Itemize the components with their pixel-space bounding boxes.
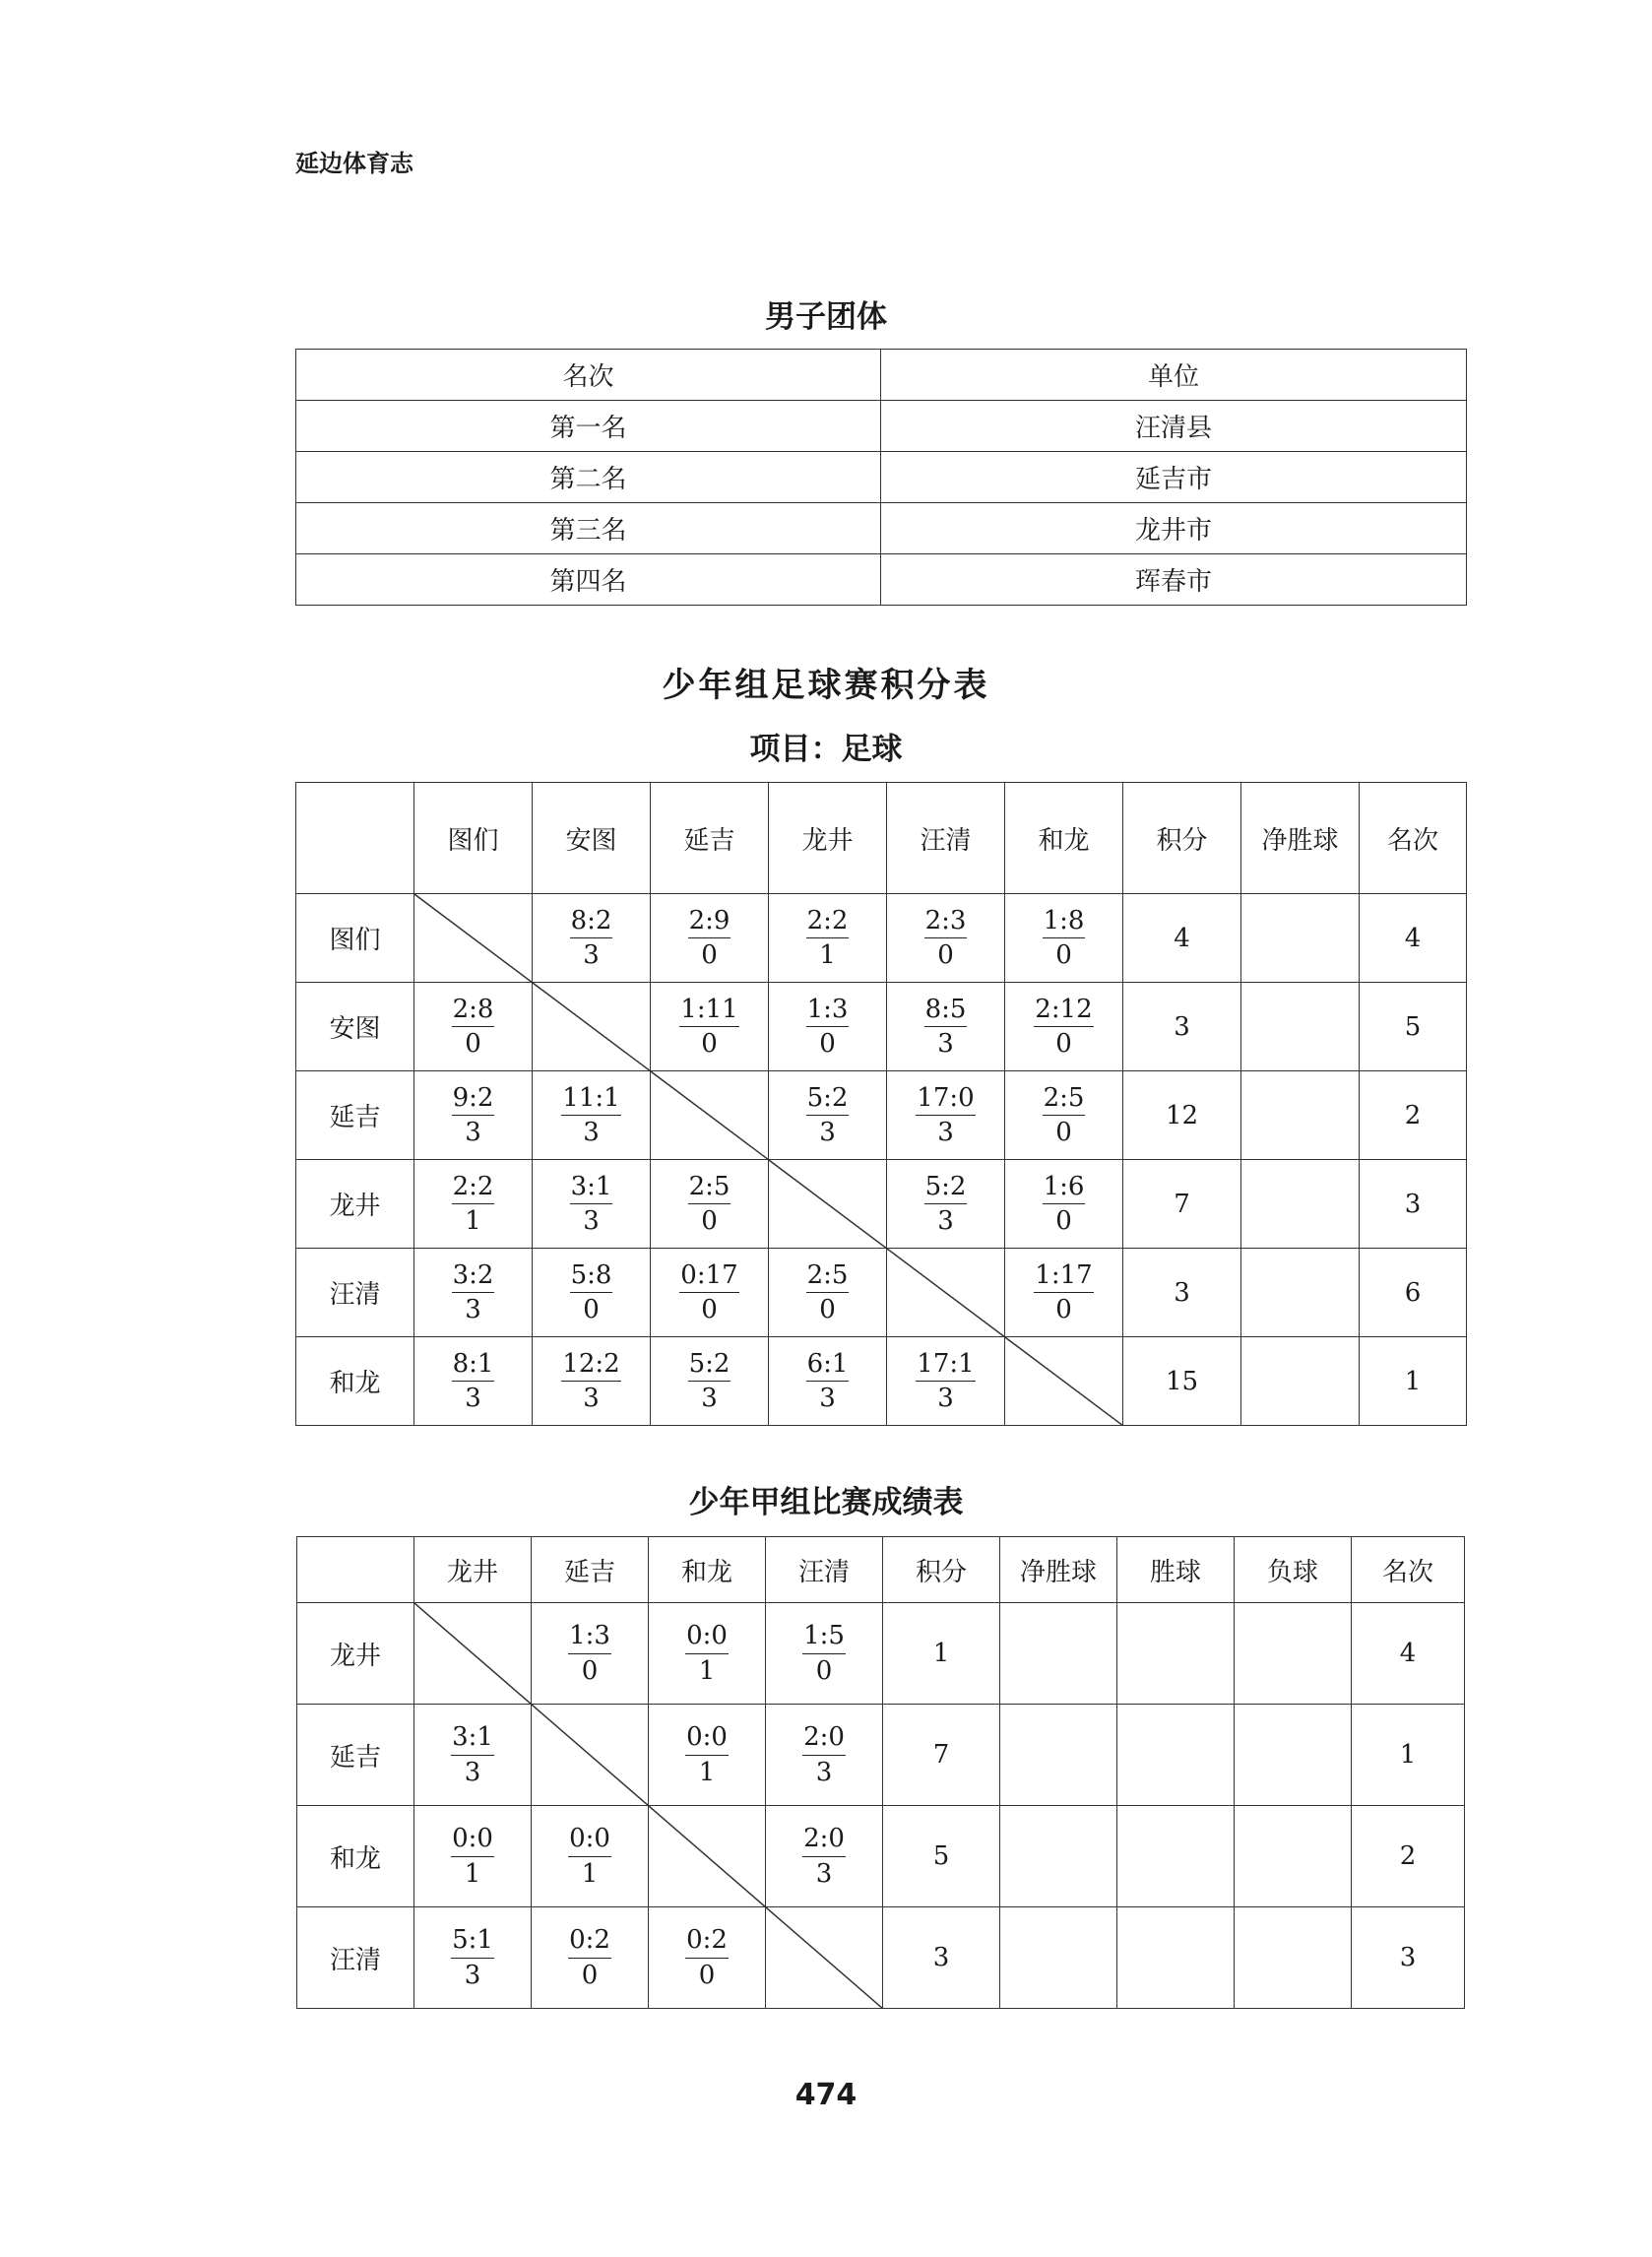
match-points: 0 (1055, 1118, 1072, 1147)
result-cell (649, 1603, 766, 1705)
match-result (806, 1348, 850, 1415)
team-header-cell: 龙井 (414, 1537, 532, 1603)
match-score: 0:17 (679, 1259, 738, 1294)
won-cell (1117, 1907, 1235, 2009)
column-header-cell: 净胜球 (1000, 1537, 1117, 1603)
result-cell (532, 1603, 649, 1705)
match-result (452, 1082, 495, 1149)
result-cell (651, 983, 769, 1071)
diagonal-cell (414, 1603, 532, 1705)
football-header-row (296, 783, 1467, 894)
team-header-cell: 图们 (414, 783, 533, 894)
result-cell (533, 1249, 651, 1337)
page-number: 474 (794, 2078, 858, 2112)
team-row (296, 1249, 1467, 1337)
result-cell (533, 894, 651, 983)
diagonal-cell (414, 894, 533, 983)
net-cell (1241, 983, 1360, 1071)
match-points: 3 (819, 1384, 836, 1413)
rank-cell: 2 (1360, 1071, 1467, 1160)
match-result (1034, 1259, 1093, 1326)
match-result (679, 994, 738, 1061)
match-result (451, 1721, 494, 1788)
result-cell (769, 894, 887, 983)
team-row-label: 龙井 (297, 1603, 414, 1705)
match-result (802, 1620, 846, 1687)
match-score: 2:5 (688, 1171, 731, 1205)
match-result (679, 1259, 738, 1326)
result-cell (414, 1249, 533, 1337)
match-score: 1:5 (802, 1620, 846, 1654)
match-score: 2:8 (452, 994, 495, 1028)
match-result (916, 1348, 975, 1415)
diagonal-line (649, 1806, 766, 1907)
match-result (806, 994, 850, 1061)
match-result (924, 1171, 968, 1238)
match-score: 0:0 (568, 1823, 611, 1857)
match-points: 3 (815, 1858, 833, 1889)
match-score: 3:1 (451, 1721, 494, 1756)
match-score: 8:1 (452, 1348, 495, 1383)
match-points: 3 (701, 1384, 718, 1413)
team-row (297, 1705, 1465, 1806)
corner-cell (297, 1537, 414, 1603)
match-points: 3 (465, 1295, 481, 1324)
result-cell (414, 983, 533, 1071)
match-score: 5:2 (806, 1082, 850, 1117)
match-score: 1:3 (568, 1620, 611, 1654)
men-team-header-cell: 名次 (296, 350, 881, 401)
match-result (802, 1823, 846, 1890)
rank-cell: 4 (1360, 894, 1467, 983)
team-header-cell: 和龙 (649, 1537, 766, 1603)
net-cell (1000, 1705, 1117, 1806)
match-points: 3 (465, 1118, 481, 1147)
match-score: 2:12 (1034, 994, 1093, 1028)
net-cell (1241, 1071, 1360, 1160)
match-points: 3 (815, 1757, 833, 1787)
column-header-cell: 名次 (1352, 1537, 1465, 1603)
match-points: 3 (583, 1384, 600, 1413)
diagonal-cell (649, 1806, 766, 1907)
match-points: 3 (465, 1384, 481, 1413)
match-result (1043, 1082, 1086, 1149)
match-result (452, 1171, 495, 1238)
match-score: 0:0 (685, 1721, 729, 1756)
team-row-label: 图们 (296, 894, 414, 983)
match-points: 1 (581, 1858, 599, 1889)
football-score-table (295, 782, 1467, 1426)
match-points: 3 (819, 1118, 836, 1147)
rank-cell: 5 (1360, 983, 1467, 1071)
team-header-cell: 和龙 (1005, 783, 1123, 894)
team-row-label: 汪清 (297, 1907, 414, 2009)
match-score: 1:6 (1043, 1171, 1086, 1205)
match-points: 1 (464, 1858, 481, 1889)
men-team-row (296, 503, 1467, 554)
match-result (452, 1348, 495, 1415)
match-points: 0 (465, 1029, 481, 1059)
football-subtitle: 项目：足球 (749, 732, 903, 767)
result-cell (533, 1337, 651, 1426)
match-score: 11:1 (561, 1082, 620, 1117)
match-score: 17:1 (916, 1348, 975, 1383)
team-row (296, 894, 1467, 983)
match-points: 3 (937, 1206, 954, 1236)
net-cell (1000, 1806, 1117, 1907)
points-cell: 12 (1123, 1071, 1241, 1160)
result-cell (651, 1337, 769, 1426)
match-score: 8:5 (924, 994, 968, 1028)
result-cell (1005, 1160, 1123, 1249)
match-score: 12:2 (561, 1348, 620, 1383)
result-cell (766, 1806, 883, 1907)
won-cell (1117, 1705, 1235, 1806)
match-result (688, 1348, 731, 1415)
match-points: 0 (1055, 940, 1072, 970)
team-row (297, 1603, 1465, 1705)
points-cell: 4 (1123, 894, 1241, 983)
result-cell (414, 1705, 532, 1806)
match-result (452, 1259, 495, 1326)
team-header-cell: 龙井 (769, 783, 887, 894)
column-header-cell: 胜球 (1117, 1537, 1235, 1603)
result-cell (414, 1806, 532, 1907)
diagonal-cell (651, 1071, 769, 1160)
match-score: 5:8 (570, 1259, 613, 1294)
match-result (570, 905, 613, 972)
team-row-label: 和龙 (296, 1337, 414, 1426)
match-points: 3 (464, 1757, 481, 1787)
net-cell (1241, 1337, 1360, 1426)
result-cell (1005, 1249, 1123, 1337)
men-team-header-cell: 单位 (881, 350, 1467, 401)
match-points: 1 (698, 1757, 716, 1787)
team-row-label: 龙井 (296, 1160, 414, 1249)
team-row (296, 1071, 1467, 1160)
points-cell: 5 (883, 1806, 1000, 1907)
match-points: 0 (581, 1960, 599, 1990)
result-cell (532, 1806, 649, 1907)
match-score: 2:2 (452, 1171, 495, 1205)
rank-cell: 6 (1360, 1249, 1467, 1337)
team-header-cell: 安图 (533, 783, 651, 894)
result-cell (769, 983, 887, 1071)
lost-cell (1235, 1603, 1352, 1705)
match-points: 3 (937, 1118, 954, 1147)
result-cell (1005, 983, 1123, 1071)
diagonal-cell (532, 1705, 649, 1806)
result-cell (414, 1071, 533, 1160)
points-cell: 7 (883, 1705, 1000, 1806)
men-team-header-row (296, 350, 1467, 401)
result-cell (887, 1160, 1005, 1249)
match-points: 0 (701, 1206, 718, 1236)
team-row (296, 1337, 1467, 1426)
men-team-title: 男子团体 (765, 299, 887, 335)
corner-cell (296, 783, 414, 894)
match-points: 3 (583, 940, 600, 970)
team-header-cell: 延吉 (532, 1537, 649, 1603)
match-score: 0:0 (685, 1620, 729, 1654)
match-points: 0 (815, 1655, 833, 1686)
rank-cell: 第一名 (296, 401, 881, 452)
team-row-label: 延吉 (296, 1071, 414, 1160)
diagonal-line (532, 1705, 649, 1806)
match-result (568, 1823, 611, 1890)
result-cell (651, 894, 769, 983)
match-result (570, 1171, 613, 1238)
net-cell (1000, 1603, 1117, 1705)
match-result (568, 1620, 611, 1687)
match-score: 0:2 (685, 1924, 729, 1959)
result-cell (649, 1705, 766, 1806)
team-row (296, 1160, 1467, 1249)
match-result (451, 1924, 494, 1991)
match-points: 0 (1055, 1206, 1072, 1236)
team-row-label: 安图 (296, 983, 414, 1071)
unit-cell: 龙井市 (881, 503, 1467, 554)
match-result (806, 1082, 850, 1149)
net-cell (1241, 1160, 1360, 1249)
rank-cell: 3 (1352, 1907, 1465, 2009)
match-points: 1 (819, 940, 836, 970)
diagonal-line (887, 1249, 1005, 1337)
unit-cell: 珲春市 (881, 554, 1467, 606)
match-score: 2:9 (688, 905, 731, 939)
match-result (685, 1620, 729, 1687)
result-cell (887, 894, 1005, 983)
column-header-cell: 积分 (1123, 783, 1241, 894)
rank-cell: 第三名 (296, 503, 881, 554)
diagonal-line (1005, 1337, 1123, 1426)
match-score: 1:11 (679, 994, 738, 1028)
group_a-header-row (297, 1537, 1465, 1603)
result-cell (769, 1071, 887, 1160)
match-score: 2:3 (924, 905, 968, 939)
match-score: 0:0 (451, 1823, 494, 1857)
diagonal-cell (533, 983, 651, 1071)
match-result (802, 1721, 846, 1788)
match-result (1043, 1171, 1086, 1238)
match-score: 3:2 (452, 1259, 495, 1294)
team-row-label: 延吉 (297, 1705, 414, 1806)
match-points: 3 (464, 1960, 481, 1990)
match-points: 3 (937, 1029, 954, 1059)
result-cell (414, 1907, 532, 2009)
running-head: 延边体育志 (295, 150, 413, 177)
diagonal-line (766, 1907, 883, 2009)
match-points: 0 (701, 1029, 718, 1059)
match-points: 0 (819, 1029, 836, 1059)
men-team-row (296, 554, 1467, 606)
result-cell (651, 1249, 769, 1337)
match-score: 1:3 (806, 994, 850, 1028)
match-result (685, 1924, 729, 1991)
match-result (570, 1259, 613, 1326)
men-team-row (296, 452, 1467, 503)
men-team-table (295, 349, 1467, 606)
match-points: 1 (465, 1206, 481, 1236)
diagonal-line (414, 894, 533, 983)
won-cell (1117, 1603, 1235, 1705)
match-score: 9:2 (452, 1082, 495, 1117)
match-result (924, 905, 968, 972)
points-cell: 1 (883, 1603, 1000, 1705)
match-score: 8:2 (570, 905, 613, 939)
match-points: 0 (819, 1295, 836, 1324)
diagonal-cell (887, 1249, 1005, 1337)
match-points: 0 (1055, 1295, 1072, 1324)
rank-cell: 1 (1352, 1705, 1465, 1806)
column-header-cell: 净胜球 (1241, 783, 1360, 894)
match-points: 3 (583, 1206, 600, 1236)
group-a-title: 少年甲组比赛成绩表 (688, 1485, 964, 1520)
result-cell (766, 1603, 883, 1705)
match-result (452, 994, 495, 1061)
match-result (1043, 905, 1086, 972)
result-cell (651, 1160, 769, 1249)
won-cell (1117, 1806, 1235, 1907)
rank-cell: 4 (1352, 1603, 1465, 1705)
match-score: 1:8 (1043, 905, 1086, 939)
column-header-cell: 名次 (1360, 783, 1467, 894)
team-row-label: 和龙 (297, 1806, 414, 1907)
diagonal-line (651, 1071, 769, 1160)
diagonal-line (533, 983, 651, 1071)
result-cell (414, 1337, 533, 1426)
match-result (806, 905, 850, 972)
points-cell: 15 (1123, 1337, 1241, 1426)
diagonal-cell (1005, 1337, 1123, 1426)
column-header-cell: 积分 (883, 1537, 1000, 1603)
team-row (297, 1806, 1465, 1907)
match-score: 0:2 (568, 1924, 611, 1959)
match-result (1034, 994, 1093, 1061)
match-points: 0 (583, 1295, 600, 1324)
rank-cell: 第二名 (296, 452, 881, 503)
result-cell (649, 1907, 766, 2009)
diagonal-line (414, 1603, 532, 1705)
football-title: 少年组足球赛积分表 (662, 666, 990, 705)
match-score: 2:5 (806, 1259, 850, 1294)
match-result (561, 1082, 620, 1149)
match-points: 0 (1055, 1029, 1072, 1059)
match-points: 3 (583, 1118, 600, 1147)
diagonal-cell (769, 1160, 887, 1249)
rank-cell: 3 (1360, 1160, 1467, 1249)
match-result (688, 905, 731, 972)
result-cell (769, 1337, 887, 1426)
match-points: 0 (701, 940, 718, 970)
diagonal-cell (766, 1907, 883, 2009)
result-cell (887, 1337, 1005, 1426)
team-row (296, 983, 1467, 1071)
points-cell: 3 (883, 1907, 1000, 2009)
match-result (561, 1348, 620, 1415)
rank-cell: 2 (1352, 1806, 1465, 1907)
result-cell (887, 1071, 1005, 1160)
match-score: 2:2 (806, 905, 850, 939)
match-result (568, 1924, 611, 1991)
match-points: 0 (581, 1655, 599, 1686)
team-row-label: 汪清 (296, 1249, 414, 1337)
team-header-cell: 延吉 (651, 783, 769, 894)
team-header-cell: 汪清 (887, 783, 1005, 894)
net-cell (1000, 1907, 1117, 2009)
diagonal-line (769, 1160, 887, 1249)
men-team-row (296, 401, 1467, 452)
result-cell (532, 1907, 649, 2009)
match-result (806, 1259, 850, 1326)
match-score: 5:2 (688, 1348, 731, 1383)
match-score: 17:0 (916, 1082, 975, 1117)
rank-cell: 1 (1360, 1337, 1467, 1426)
net-cell (1241, 894, 1360, 983)
net-cell (1241, 1249, 1360, 1337)
match-score: 5:1 (451, 1924, 494, 1959)
result-cell (533, 1160, 651, 1249)
match-score: 6:1 (806, 1348, 850, 1383)
match-points: 0 (937, 940, 954, 970)
points-cell: 3 (1123, 983, 1241, 1071)
group-a-score-table (296, 1536, 1465, 2009)
match-result (451, 1823, 494, 1890)
team-header-cell: 汪清 (766, 1537, 883, 1603)
match-score: 2:0 (802, 1721, 846, 1756)
unit-cell: 汪清县 (881, 401, 1467, 452)
match-score: 2:0 (802, 1823, 846, 1857)
match-score: 1:17 (1034, 1259, 1093, 1294)
result-cell (769, 1249, 887, 1337)
result-cell (533, 1071, 651, 1160)
lost-cell (1235, 1806, 1352, 1907)
match-points: 0 (701, 1295, 718, 1324)
match-score: 5:2 (924, 1171, 968, 1205)
result-cell (887, 983, 1005, 1071)
unit-cell: 延吉市 (881, 452, 1467, 503)
match-score: 2:5 (1043, 1082, 1086, 1117)
result-cell (414, 1160, 533, 1249)
match-result (685, 1721, 729, 1788)
match-result (688, 1171, 731, 1238)
result-cell (766, 1705, 883, 1806)
result-cell (1005, 1071, 1123, 1160)
match-result (924, 994, 968, 1061)
match-points: 3 (937, 1384, 954, 1413)
column-header-cell: 负球 (1235, 1537, 1352, 1603)
match-score: 3:1 (570, 1171, 613, 1205)
match-points: 1 (698, 1655, 716, 1686)
match-points: 0 (698, 1960, 716, 1990)
lost-cell (1235, 1907, 1352, 2009)
rank-cell: 第四名 (296, 554, 881, 606)
points-cell: 7 (1123, 1160, 1241, 1249)
match-result (916, 1082, 975, 1149)
points-cell: 3 (1123, 1249, 1241, 1337)
result-cell (1005, 894, 1123, 983)
lost-cell (1235, 1705, 1352, 1806)
team-row (297, 1907, 1465, 2009)
